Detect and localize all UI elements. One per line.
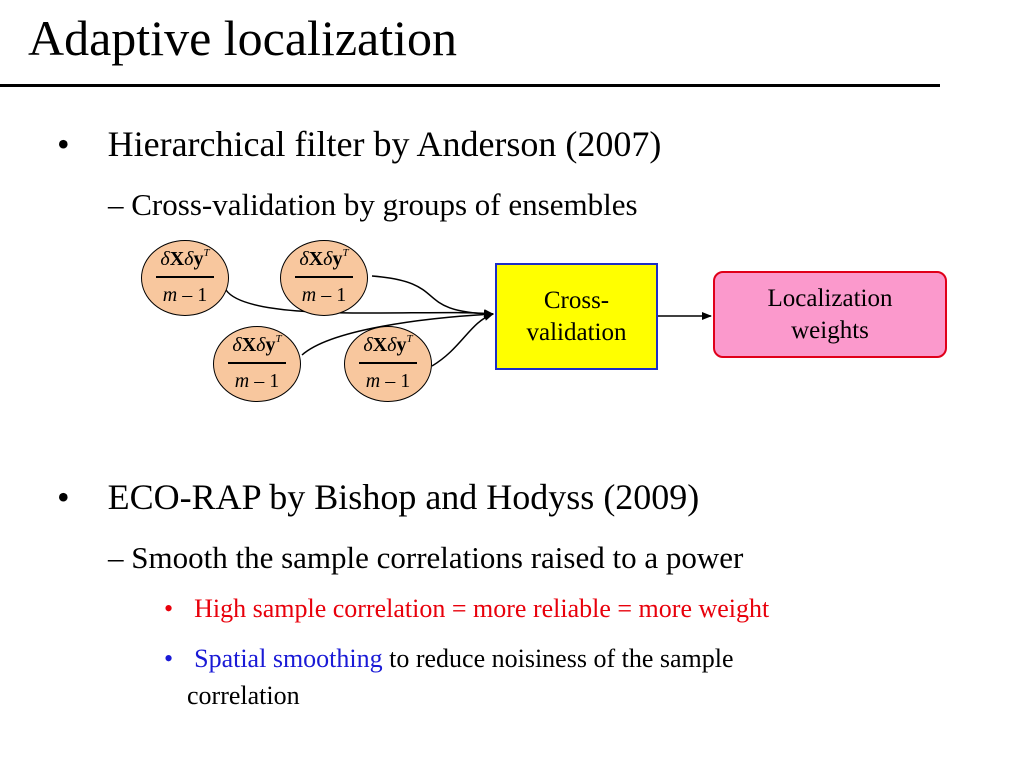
bullet-text: ECO-RAP by Bishop and Hodyss (2009) bbox=[107, 477, 700, 517]
bullet-marker: • bbox=[57, 124, 70, 164]
fraction-bar bbox=[295, 276, 353, 278]
ensemble-group-3 bbox=[213, 326, 301, 402]
bullet-marker: • bbox=[57, 477, 70, 517]
cross-validation-box bbox=[495, 263, 658, 370]
formula-denominator: m – 1 bbox=[365, 370, 411, 392]
localization-weights-box bbox=[713, 271, 947, 358]
subbullet-text: Smooth the sample correlations raised to a power bbox=[131, 540, 744, 575]
connector-group-2 bbox=[372, 276, 493, 314]
formula-numerator: δXδy$^T$ bbox=[160, 247, 210, 270]
cross-validation-label-line1: Cross- bbox=[543, 287, 610, 315]
bullet-marker: • bbox=[164, 594, 174, 623]
ensemble-group-4 bbox=[344, 326, 432, 402]
highlight-text: Spatial smoothing bbox=[194, 644, 383, 673]
fraction-bar bbox=[359, 362, 417, 364]
ensemble-group-1 bbox=[141, 240, 229, 316]
ensemble-group-2 bbox=[280, 240, 368, 316]
subbullet-item bbox=[108, 539, 743, 576]
formula-denominator: m – 1 bbox=[301, 284, 347, 306]
formula-numerator: δXδy$^T$ bbox=[299, 247, 349, 270]
bullet-item bbox=[57, 476, 699, 519]
subbullet-text: Cross-validation by groups of ensembles bbox=[131, 187, 638, 222]
slide-title: Adaptive localization bbox=[28, 10, 458, 66]
fraction-bar bbox=[156, 276, 214, 278]
formula-denominator: m – 1 bbox=[162, 284, 208, 306]
bullet-text: Hierarchical filter by Anderson (2007) bbox=[107, 124, 662, 164]
formula-numerator: δXδy$^T$ bbox=[363, 333, 413, 356]
sub-subbullet-item bbox=[164, 643, 734, 676]
formula-numerator: δXδy$^T$ bbox=[232, 333, 282, 356]
dash-marker: – bbox=[108, 187, 124, 222]
sub-subbullet-text: to reduce noisiness of the sample bbox=[382, 644, 734, 673]
sub-subbullet-text: High sample correlation = more reliable = more weight bbox=[194, 594, 770, 623]
localization-weights-label-line2: weights bbox=[791, 316, 869, 344]
localization-weights-label-line1: Localization bbox=[767, 285, 893, 313]
fraction-bar bbox=[228, 362, 286, 364]
sub-subbullet-item bbox=[164, 593, 769, 626]
formula-denominator: m – 1 bbox=[234, 370, 280, 392]
sub-subbullet-continuation: correlation bbox=[187, 681, 300, 710]
connector-group-4 bbox=[432, 314, 493, 366]
dash-marker: – bbox=[108, 540, 124, 575]
cross-validation-label-line2: validation bbox=[526, 318, 627, 346]
bullet-marker: • bbox=[164, 644, 174, 673]
